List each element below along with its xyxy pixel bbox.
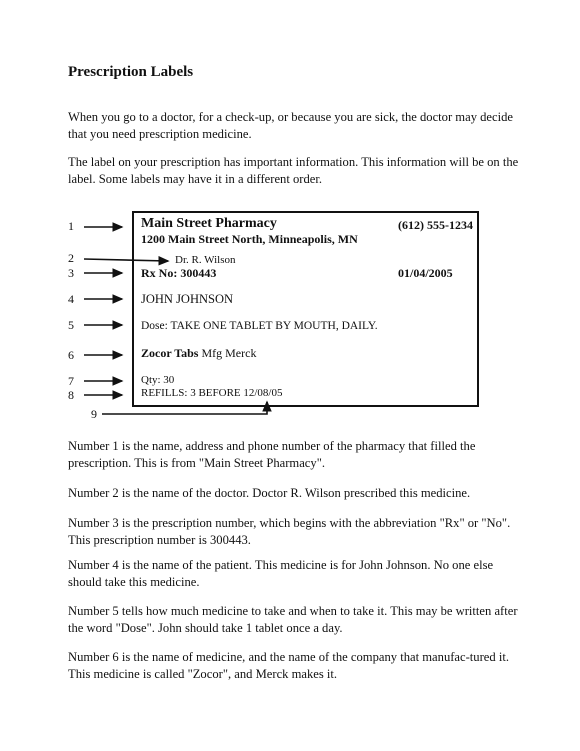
- callout-number-9: 9: [91, 407, 97, 421]
- callout-number-6: 6: [68, 348, 74, 362]
- intro-paragraph-2: The label on your prescription has important information. This information will be on the label. Some labels may have it in a different order.: [68, 155, 519, 186]
- patient-name: JOHN JOHNSON: [141, 292, 234, 306]
- pharmacy-address: 1200 Main Street North, Minneapolis, MN: [141, 232, 358, 246]
- doctor-name: Dr. R. Wilson: [175, 254, 236, 266]
- callout-number-7: 7: [68, 374, 74, 388]
- rx-date: 01/04/2005: [398, 266, 453, 280]
- arrow-2: [84, 259, 168, 261]
- quantity: Qty: 30: [141, 374, 175, 386]
- explanation-4: Number 4 is the name of the patient. This medicine is for John Johnson. No one else should take this medicine.: [68, 558, 494, 589]
- arrow-9: [102, 402, 267, 414]
- rx-number: Rx No: 300443: [141, 266, 217, 280]
- medicine-name: Zocor Tabs: [141, 346, 199, 360]
- pharmacy-name: Main Street Pharmacy: [141, 216, 277, 231]
- page-title: Prescription Labels: [68, 64, 194, 80]
- intro-paragraph-1: When you go to a doctor, for a check-up, or because you are sick, the doctor may decide that you need prescription medicine.: [68, 110, 513, 141]
- explanation-3: Number 3 is the prescription number, which begins with the abbreviation "Rx" or "No". This prescription number is 300443.: [68, 516, 511, 547]
- pharmacy-phone: (612) 555-1234: [398, 218, 473, 232]
- callout-number-3: 3: [68, 266, 74, 280]
- explanation-1: Number 1 is the name, address and phone number of the pharmacy that filled the prescription. This is from "Main Street Pharmacy".: [68, 439, 476, 470]
- manufacturer: Mfg Merck: [198, 346, 257, 360]
- dose-instructions: Dose: TAKE ONE TABLET BY MOUTH, DAILY.: [141, 320, 378, 332]
- callout-number-1: 1: [68, 219, 74, 233]
- explanation-6: Number 6 is the name of medicine, and the name of the company that manufac-tured it. This medicine is called "Zocor", and Merck makes it.: [68, 650, 509, 681]
- callout-number-8: 8: [68, 388, 74, 402]
- explanation-5: Number 5 tells how much medicine to take and when to take it. This may be written after the word "Dose". John should take 1 tablet once a day.: [68, 604, 518, 635]
- callout-number-2: 2: [68, 251, 74, 265]
- refills: REFILLS: 3 BEFORE 12/08/05: [141, 387, 283, 399]
- callout-number-4: 4: [68, 292, 74, 306]
- explanation-2: Number 2 is the name of the doctor. Doctor R. Wilson prescribed this medicine.: [68, 486, 471, 500]
- callout-number-5: 5: [68, 318, 74, 332]
